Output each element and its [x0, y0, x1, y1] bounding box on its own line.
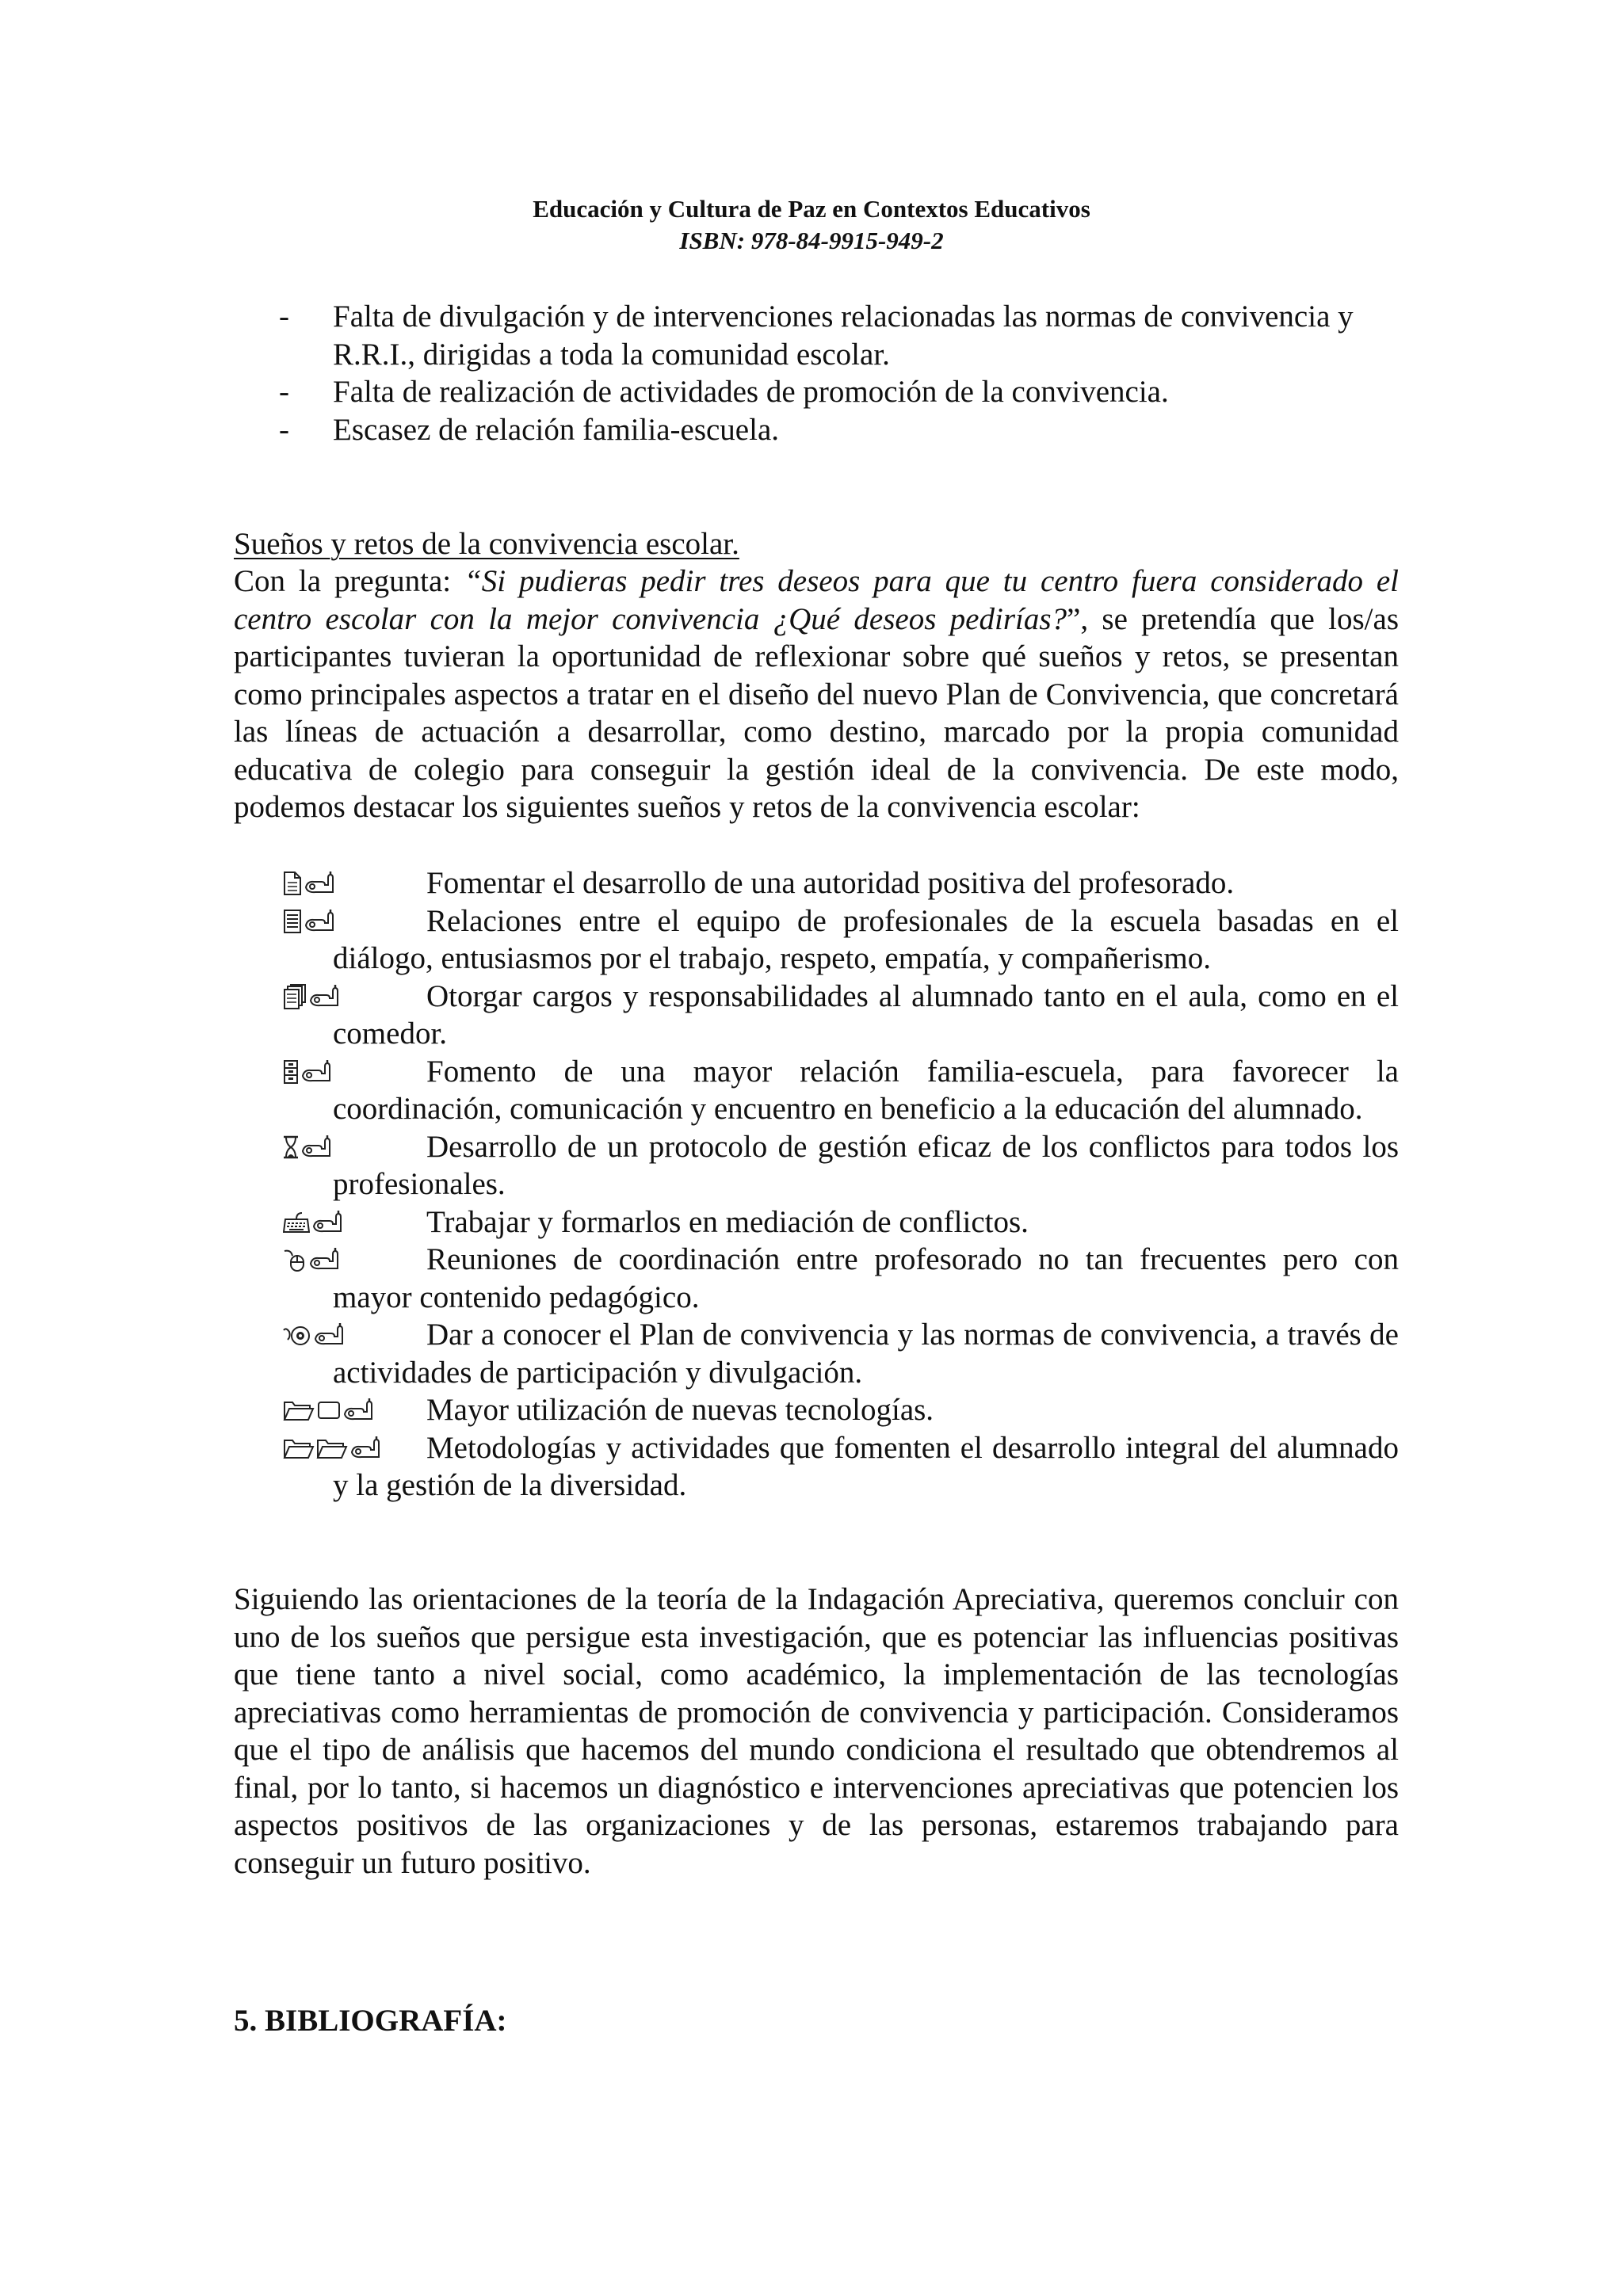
list-item	[0, 1316, 1623, 1391]
list-item	[0, 1391, 1623, 1429]
section-heading-text: Sueños y retos de la convivencia escolar.	[234, 527, 739, 561]
writing-hand-icon	[301, 1060, 333, 1084]
writing-hand-icon	[314, 1323, 346, 1347]
list-item-text: Dar a conocer el Plan de convivencia y las normas de convivencia, a través de actividades de participación y divulgación.	[333, 1318, 1399, 1390]
bullet-icons	[283, 1322, 346, 1348]
list-item-text: Falta de realización de actividades de promoción de la convivencia.	[333, 375, 1169, 409]
bullet-icons	[283, 871, 336, 896]
dash-bullet: -	[279, 299, 289, 334]
tape-reel-icon	[283, 1324, 311, 1346]
deficiency-list	[0, 298, 1623, 448]
writing-hand-icon	[309, 1248, 341, 1272]
bullet-icons	[283, 1398, 375, 1423]
list-item	[0, 864, 1623, 902]
bullet-icons	[283, 909, 336, 934]
intro-question: “Si pudieras pedir tres deseos para que tu centro fuera considerado el centro escolar con la mejor convivencia ¿Qué deseos pedirías?	[234, 564, 1400, 636]
intro-paragraph	[234, 563, 1399, 826]
keyboard-icon	[283, 1211, 310, 1234]
mouse-icon	[283, 1248, 307, 1272]
list-item	[0, 1053, 1623, 1128]
list-item	[0, 1429, 1623, 1505]
list-item-text: Relaciones entre el equipo de profesionales de la escuela basadas en el diálogo, entusiasmos por el trabajo, respeto, empatía, y compañerismo.	[333, 903, 1399, 975]
dash-bullet: -	[279, 412, 289, 447]
bullet-icons	[283, 1210, 344, 1235]
two-folders-icon	[283, 1437, 348, 1459]
square-icon	[317, 1400, 341, 1421]
list-item	[0, 1241, 1623, 1316]
list-item	[0, 298, 1623, 373]
list-item-text: Mayor utilización de nuevas tecnologías.	[426, 1393, 934, 1427]
intro-rest: ”, se pretendía que los/as participantes tuvieran la oportunidad de reflexionar sobre qué sueños y retos, se presentan como principales aspectos a tratar en el diseño del nuevo Plan de Convivencia, que concretará las líneas de actuación a desarrollar, como destino, marcado por la propia comunidad educativa de colegio para conseguir la gestión ideal de la convivencia. De este modo, podemos destacar los siguientes sueños y retos de la convivencia escolar:	[234, 601, 1400, 824]
list-item-text: Desarrollo de un protocolo de gestión eficaz de los conflictos para todos los profesionales.	[333, 1129, 1399, 1201]
list-item	[0, 978, 1623, 1053]
bullet-icons	[283, 1059, 333, 1085]
text-page-icon	[283, 910, 302, 933]
folder-icon	[283, 1399, 315, 1421]
list-item-text: Otorgar cargos y responsabilidades al alumnado tanto en el aula, como en el comedor.	[333, 978, 1399, 1051]
writing-hand-icon	[312, 1211, 344, 1234]
writing-hand-icon	[343, 1398, 375, 1422]
list-item-text: Reuniones de coordinación entre profesorado no tan frecuentes pero con mayor contenido pedagógico.	[333, 1242, 1399, 1314]
list-item	[0, 1203, 1623, 1241]
bullet-icons	[283, 984, 341, 1009]
intro-lead: Con la pregunta:	[234, 564, 464, 598]
list-item-text: Metodologías y actividades que fomenten el desarrollo integral del alumnado y la gestión de la diversidad.	[333, 1430, 1399, 1502]
list-item	[0, 902, 1623, 978]
section-heading	[234, 525, 1399, 563]
writing-hand-icon	[304, 910, 336, 933]
running-header-isbn: ISBN: 978-84-9915-949-2	[679, 227, 944, 254]
bullet-icons	[283, 1247, 341, 1272]
conclusion-paragraph: Siguiendo las orientaciones de la teoría de la Indagación Apreciativa, queremos concluir con uno de los sueños que persigue esta investigación, que es potenciar las influencias positivas que tiene tanto a nivel social, como académico, la implementación de las tecnologías apreciativas como herramientas de promoción de convivencia y participación. Consideramos que el tipo de análisis que hacemos del mundo condiciona el resultado que obtendremos al final, por lo tanto, si hacemos un diagnóstico e intervenciones apreciativas que potencien los aspectos positivos de las organizaciones y de las personas, estaremos trabajando para conseguir un futuro positivo.	[234, 1582, 1399, 1880]
writing-hand-icon	[309, 985, 341, 1009]
hourglass-icon	[283, 1135, 299, 1159]
list-item-text: Fomentar el desarrollo de una autoridad positiva del profesorado.	[426, 866, 1235, 900]
writing-hand-icon	[304, 871, 336, 895]
list-item-text: Falta de divulgación y de intervenciones relacionadas las normas de convivencia y R.R.I., dirigidas a toda la comunidad escolar.	[333, 299, 1354, 372]
list-item	[0, 373, 1623, 411]
dash-bullet: -	[279, 375, 289, 409]
writing-hand-icon	[350, 1436, 382, 1460]
filing-cabinet-icon	[283, 1060, 299, 1084]
document-icon	[283, 871, 302, 895]
list-item-text: Fomento de una mayor relación familia-escuela, para favorecer la coordinación, comunicación y encuentro en beneficio a la educación del alumnado.	[333, 1054, 1399, 1126]
running-header-title: Educación y Cultura de Paz en Contextos Educativos	[533, 195, 1090, 223]
bullet-icons	[283, 1436, 382, 1461]
stacked-pages-icon	[283, 984, 307, 1009]
list-item-text: Escasez de relación familia-escuela.	[333, 412, 780, 447]
dreams-list	[0, 864, 1623, 1505]
bibliography-heading: 5. BIBLIOGRAFÍA:	[234, 2004, 507, 2038]
bullet-icons	[283, 1135, 333, 1160]
list-item	[0, 1128, 1623, 1203]
writing-hand-icon	[301, 1135, 333, 1159]
list-item	[0, 411, 1623, 449]
list-item-text: Trabajar y formarlos en mediación de conflictos.	[426, 1204, 1029, 1239]
